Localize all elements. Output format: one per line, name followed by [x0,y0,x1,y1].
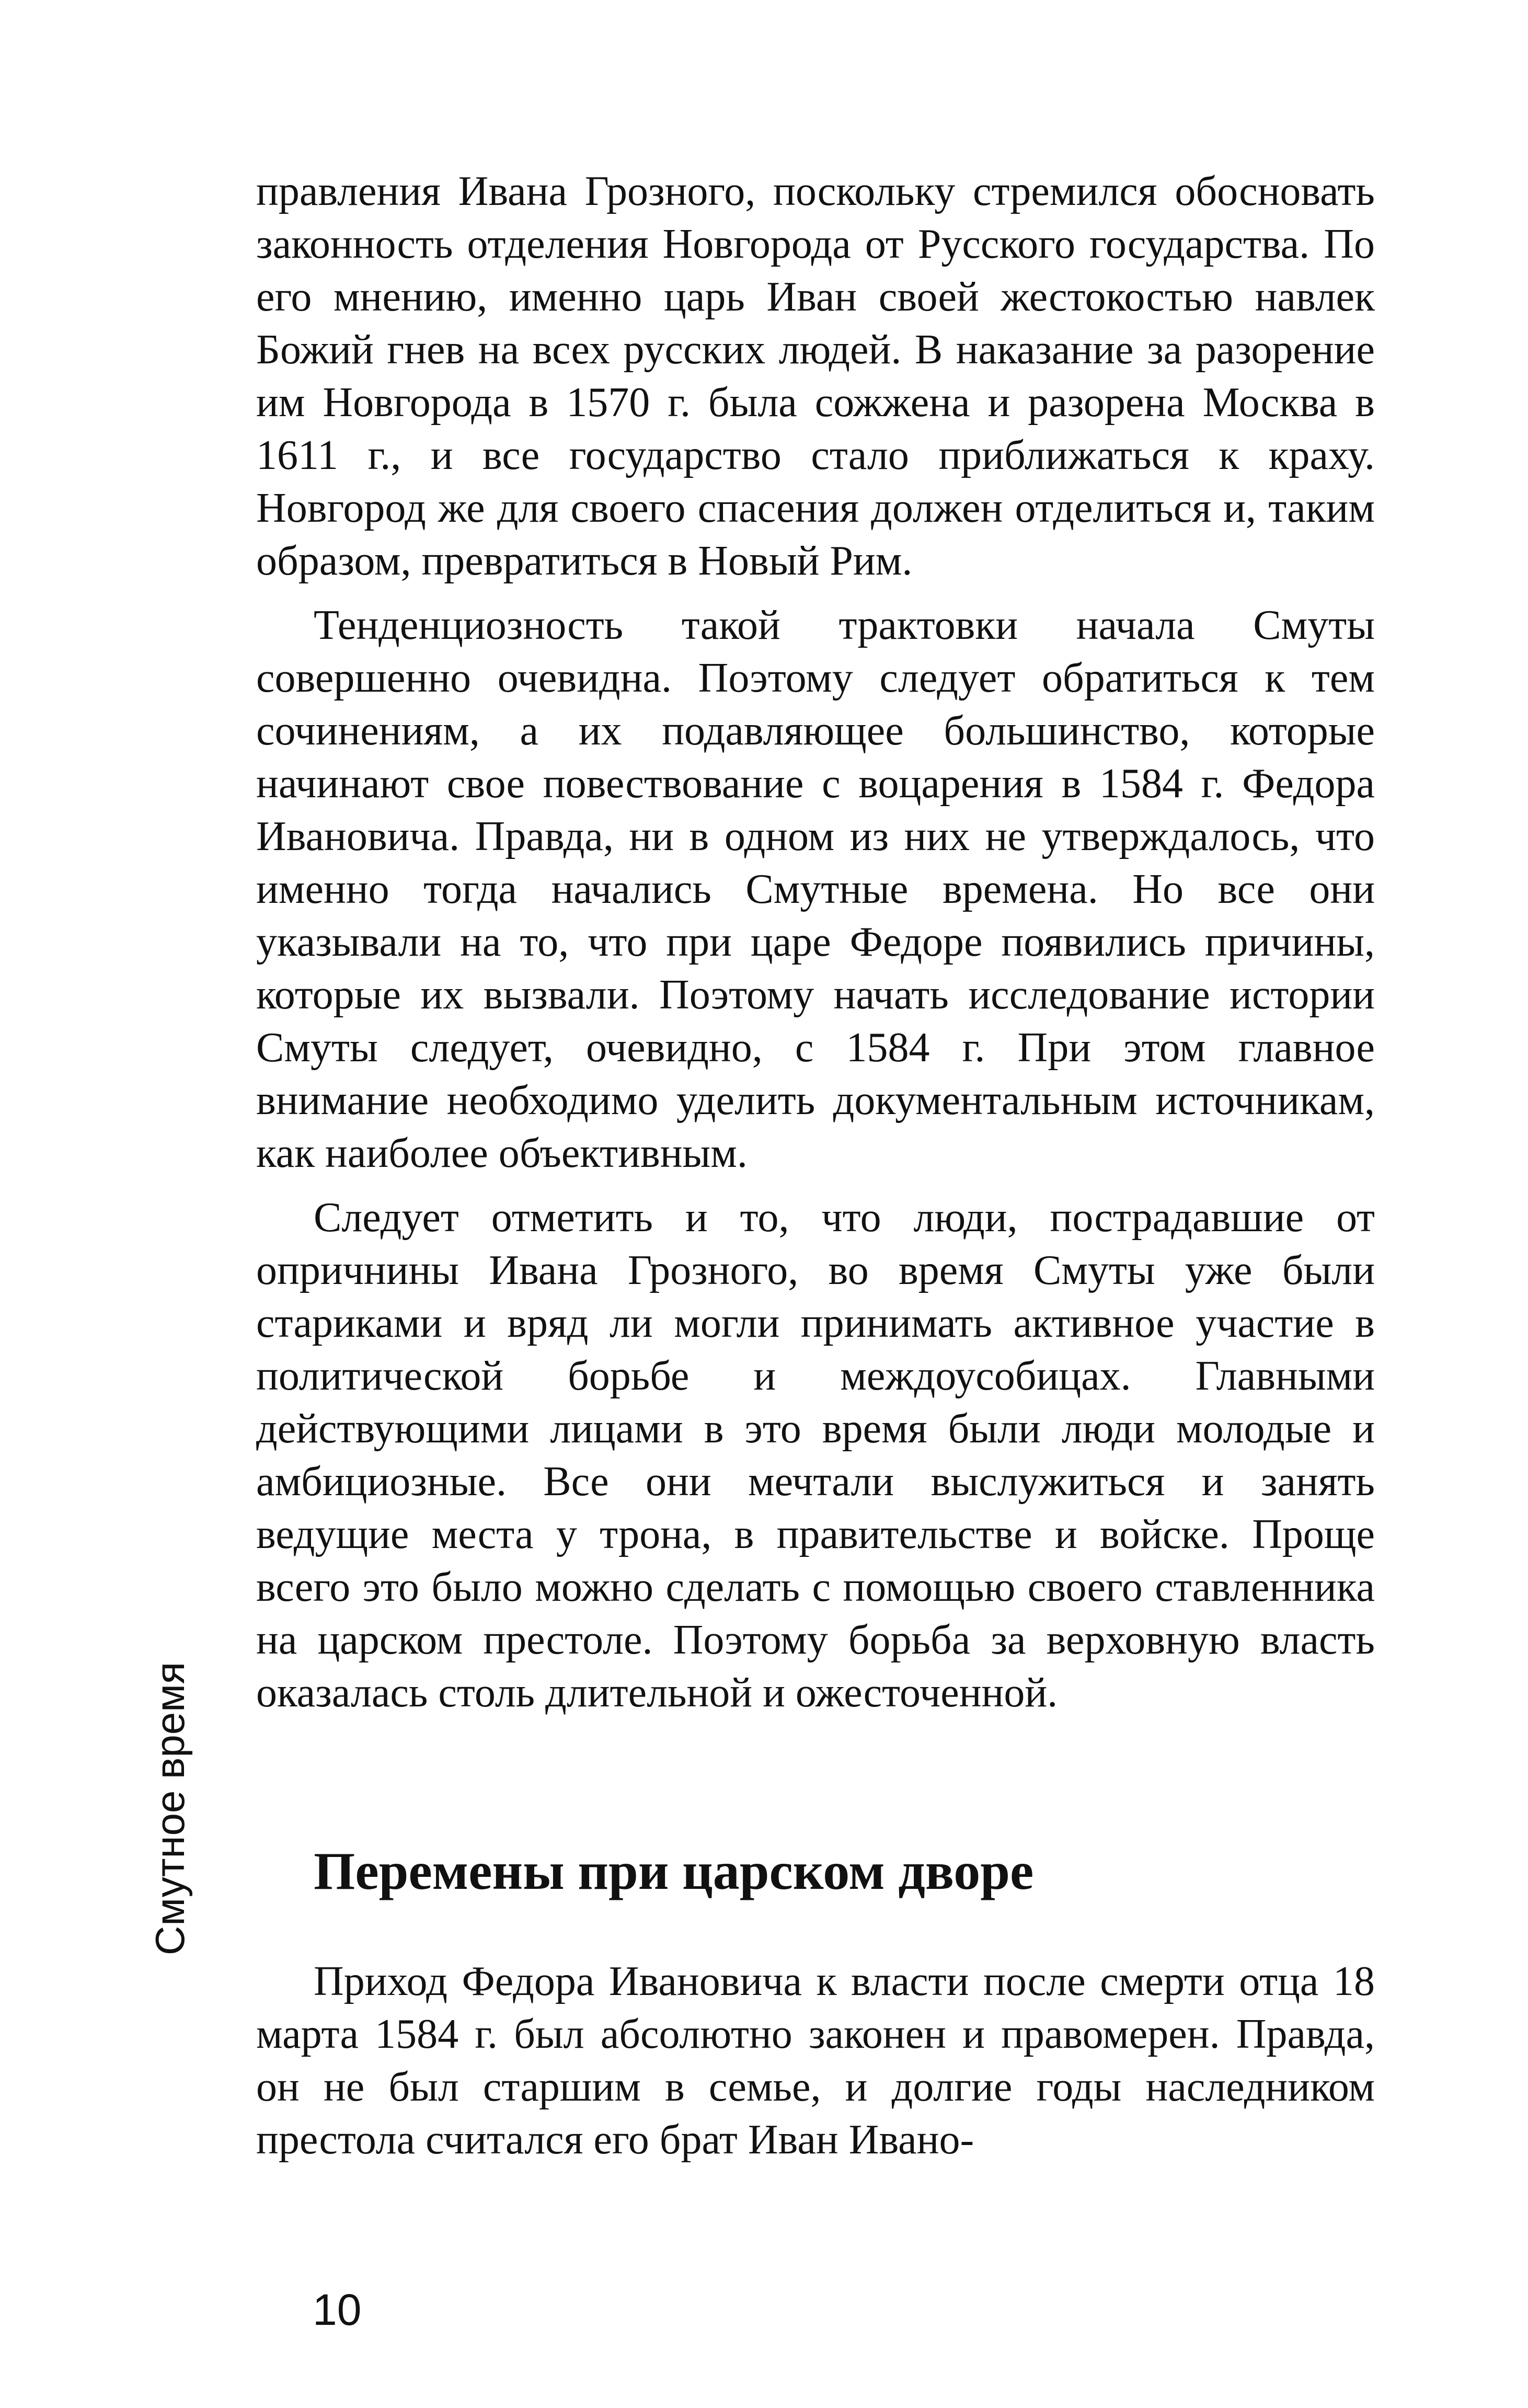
paragraph-3: Следует отметить и то, что люди, пострадавшие от опричнины Ивана Грозного, во время Смуты уже были стариками и вряд ли могли принимать активное участие в политической борьбе и междоусобицах. Главными действующими лицами в это время были люди молодые и амбициозные. Все они мечтали выслужиться и занять ведущие места у трона, в правительстве и войске. Проще всего это было можно сделать с помощью своего ставленника на царском престоле. Поэтому борьба за верховную власть оказалась столь длительной и ожесточенной. [256,1195,1375,1716]
paragraph-2: Тенденциозность такой трактовки начала Смуты совершенно очевидна. Поэтому следует обратиться к тем сочинениям, а их подавляющее большинство, которые начинают свое повествование с воцарения в 1584 г. Федора Ивановича. Правда, ни в одном из них не утверждалось, что именно тогда начались Смутные времена. Но все они указывали на то, что при царе Федоре появились причины, которые их вызвали. Поэтому начать исследование истории Смуты следует, очевидно, с 1584 г. При этом главное внимание необходимо уделить документальным источникам, как наиболее объективным. [256,602,1375,1176]
page-number: 10 [313,2285,362,2334]
main-text [256,165,1375,1719]
running-head: Смутное время [147,1661,193,1955]
section-text [256,1955,1375,2166]
section-paragraph: Приход Федора Ивановича к власти после смерти отца 18 марта 1584 г. был абсолютно законен и правомерен. Правда, он не был старшим в семье, и долгие годы наследником престола считался его брат Иван Ивано- [256,1958,1375,2163]
paragraph-1: правления Ивана Грозного, поскольку стремился обосновать законность отделения Новгорода от Русского государства. По его мнению, именно царь Иван своей жестокостью навлек Божий гнев на всех русских людей. В наказание за разорение им Новгорода в 1570 г. была сожжена и разорена Москва в 1611 г., и все государство стало приближаться к краху. Новгород же для своего спасения должен отделиться и, таким образом, превратиться в Новый Рим. [256,168,1375,584]
section-heading: Перемены при царском дворе [314,1842,1034,1901]
